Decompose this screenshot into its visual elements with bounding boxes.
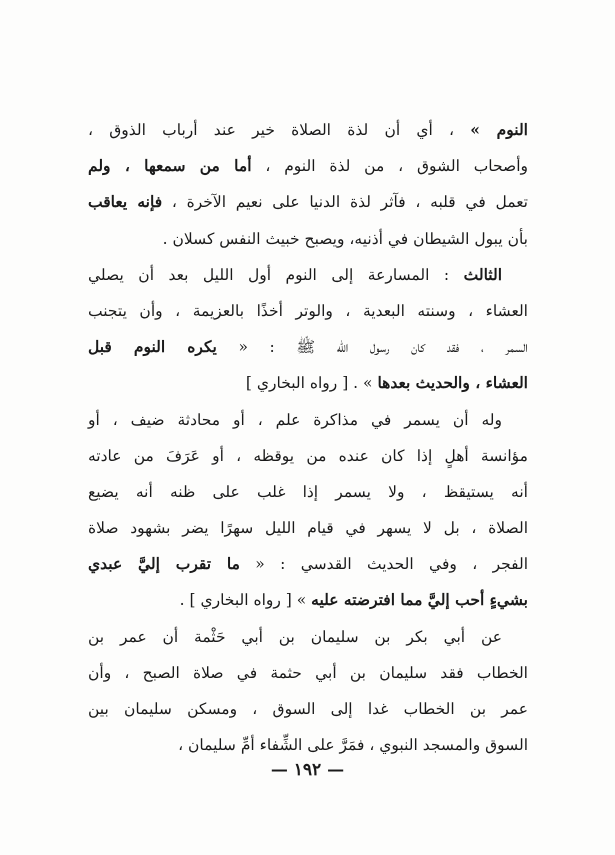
- page-number: — ١٩٢ —: [270, 760, 345, 780]
- text-run: الصلاة ، بل لا يسهر في قيام الليل سهرًا يضر بشهود صلاة: [88, 519, 528, 538]
- text-run: السمر ، فقد كان رسول الله ﷺ : «: [216, 338, 528, 357]
- text-run: بأن يبول الشيطان في أذنيه، ويصبح خبيث النفس كسلان .: [162, 229, 528, 248]
- bold-text-run: فإنه يعاقب: [88, 192, 163, 212]
- text-line: [88, 582, 528, 618]
- text-line: [88, 257, 528, 293]
- text-run: عمر بن الخطاب غدا إلى السوق ، ومسكن سليمان بين: [88, 700, 529, 718]
- text-line: [88, 474, 528, 510]
- text-line: [88, 402, 528, 438]
- text-run: : المسارعة إلى النوم أول الليل بعد أن يصلي: [88, 265, 464, 284]
- text-run: تعمل في قلبه ، فآثر لذة الدنيا على نعيم الآخرة ،: [162, 193, 528, 212]
- bold-text-run: بشيءٍ أحب إليَّ مما افترضته عليه: [311, 590, 528, 610]
- text-line: [88, 293, 528, 329]
- bold-text-run: ما تقرب إليَّ عبدي: [88, 554, 240, 574]
- text-run: السوق والمسجد النبوي ، فمَرَّ على الشِّفاء أمِّ سليمان ،: [178, 736, 528, 755]
- text-run: العشاء ، وسنته البعدية ، والوتر أخذًا بالعزيمة ، وأن يتجنب: [88, 301, 528, 320]
- text-run: وأصحاب الشوق ، من لذة النوم ،: [251, 157, 528, 176]
- bold-text-run: العشاء ، والحديث بعدها: [377, 373, 528, 393]
- text-line: [88, 329, 528, 365]
- page-body-text: [88, 112, 528, 763]
- text-line: [88, 691, 528, 727]
- text-line: [88, 546, 528, 582]
- text-run: وله أن يسمر في مذاكرة علم ، أو محادثة ضيف ، أو: [88, 410, 502, 429]
- text-run: الخطاب فقد سليمان بن أبي حثمة في صلاة الصبح ، وأن: [88, 663, 528, 682]
- text-line: [88, 148, 528, 184]
- bold-text-run: الثالث: [463, 264, 502, 284]
- bold-text-run: أما من سمعها ، ولم: [88, 156, 252, 176]
- bold-text-run: يكره النوم قبل: [88, 337, 217, 357]
- text-run: » [ رواه البخاري ] .: [179, 591, 312, 610]
- text-run: مؤانسة أهلٍ إذا كان عنده من يوقظه ، أو عَرَفَ من عادته: [88, 446, 528, 465]
- text-line: [88, 727, 528, 763]
- text-run: عن أبي بكر بن سليمان بن أبي حَثْمة أن عمر بن: [88, 627, 502, 646]
- text-line: [88, 221, 528, 257]
- text-line: [88, 112, 528, 148]
- text-run: أنه يستيقظ ، ولا يسمر إذا غلب على ظنه أنه يضيع: [88, 482, 528, 501]
- text-line: [88, 365, 528, 401]
- text-run: الفجر ، وفي الحديث القدسي : «: [239, 555, 529, 574]
- text-line: [88, 619, 528, 655]
- bold-text-run: النوم »: [470, 120, 528, 139]
- text-run: » . [ رواه البخاري ]: [245, 374, 378, 393]
- text-line: [88, 438, 528, 474]
- text-line: [88, 184, 528, 220]
- text-line: [88, 510, 528, 546]
- text-line: [88, 655, 528, 691]
- text-run: ، أي أن لذة الصلاة خير عند أرباب الذوق ،: [88, 121, 471, 139]
